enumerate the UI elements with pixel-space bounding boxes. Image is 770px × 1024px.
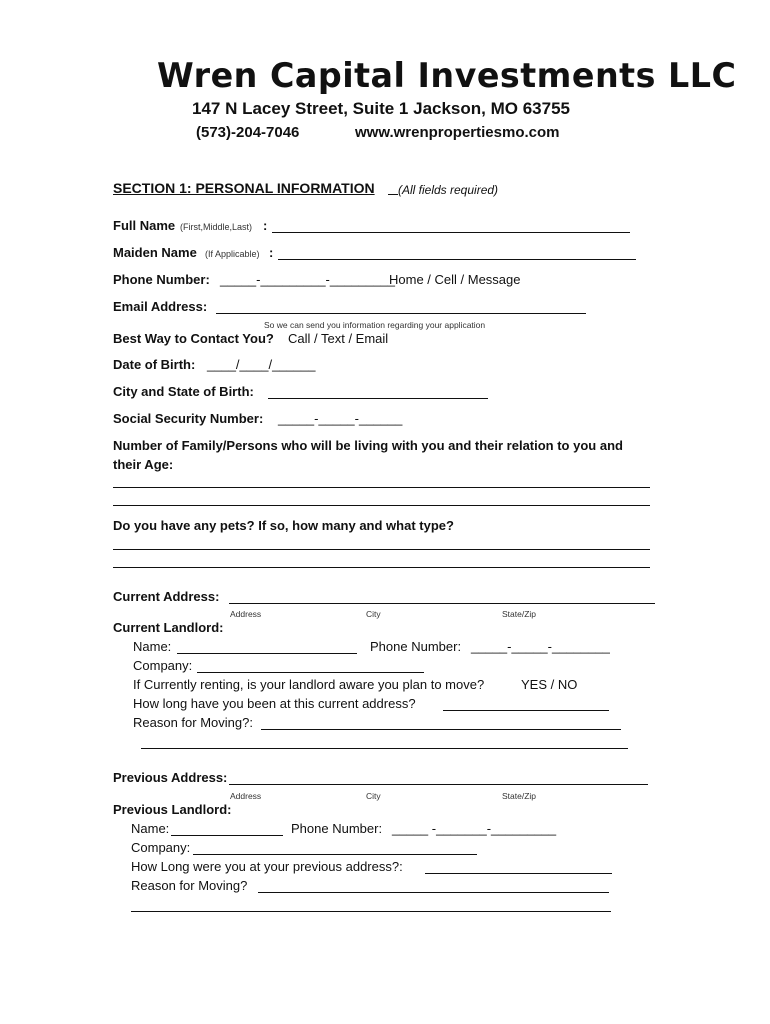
pets-field-line-1[interactable] [113, 549, 650, 550]
ssn-label: Social Security Number: [113, 411, 264, 426]
previous-reason-label: Reason for Moving? [131, 878, 248, 893]
current-landlord-phone-label: Phone Number: [370, 639, 462, 654]
ssn-field[interactable]: _____-_____-______ [278, 411, 403, 426]
family-field-line-1[interactable] [113, 487, 650, 488]
section-title: SECTION 1: PERSONAL INFORMATION [113, 180, 375, 196]
maiden-name-field[interactable] [278, 259, 636, 260]
current-landlord-company-field[interactable] [197, 672, 424, 673]
current-address-label: Current Address: [113, 589, 220, 604]
previous-address-sub-city: City [366, 791, 381, 801]
email-hint: So we can send you information regarding your application [264, 320, 486, 330]
section-title-underline-ext [388, 194, 398, 195]
full-name-colon: : [263, 218, 268, 233]
previous-landlord-phone-field[interactable]: _____ -_______-_________ [392, 821, 557, 836]
company-title: Wren Capital Investments LLC [157, 56, 737, 96]
current-landlord-name-field[interactable] [177, 653, 357, 654]
previous-landlord-phone-label: Phone Number: [291, 821, 383, 836]
previous-address-sub-state: State/Zip [502, 791, 537, 801]
best-way-label: Best Way to Contact You? [113, 331, 274, 346]
maiden-name-colon: : [269, 245, 274, 260]
current-landlord-aware-options[interactable]: YES / NO [521, 677, 578, 692]
dob-label: Date of Birth: [113, 357, 196, 372]
current-landlord-company-label: Company: [133, 658, 193, 673]
company-website: www.wrenpropertiesmo.com [355, 124, 560, 141]
previous-landlord-company-label: Company: [131, 840, 191, 855]
previous-landlord-label: Previous Landlord: [113, 802, 232, 817]
current-address-field[interactable] [229, 603, 655, 604]
previous-address-sub-address: Address [230, 791, 262, 801]
full-name-label: Full Name [113, 218, 176, 233]
current-reason-field-2[interactable] [141, 748, 628, 749]
current-reason-field[interactable] [261, 729, 621, 730]
previous-reason-field[interactable] [258, 892, 609, 893]
previous-how-long-label: How Long were you at your previous address?: [131, 859, 403, 874]
company-address: 147 N Lacey Street, Suite 1 Jackson, MO 63755 [192, 99, 570, 118]
current-address-sub-city: City [366, 609, 381, 619]
family-label: Number of Family/Persons who will be living with you and their relation to you and [113, 438, 623, 453]
phone-type-options[interactable]: Home / Cell / Message [389, 272, 521, 287]
current-landlord-label: Current Landlord: [113, 620, 224, 635]
previous-address-field[interactable] [229, 784, 648, 785]
dob-field[interactable]: ____/____/______ [207, 357, 316, 372]
current-reason-label: Reason for Moving?: [133, 715, 253, 730]
birthplace-field[interactable] [268, 398, 488, 399]
current-landlord-phone-field[interactable]: _____-_____-________ [471, 639, 610, 654]
previous-landlord-name-field[interactable] [171, 835, 283, 836]
family-field-line-2[interactable] [113, 505, 650, 506]
current-address-sub-address: Address [230, 609, 262, 619]
maiden-name-label: Maiden Name [113, 245, 197, 260]
section-note: (All fields required) [398, 183, 499, 197]
previous-landlord-name-label: Name: [131, 821, 170, 836]
phone-label: Phone Number: [113, 272, 210, 287]
current-landlord-name-label: Name: [133, 639, 172, 654]
previous-how-long-field[interactable] [425, 873, 612, 874]
company-phone: (573)-204-7046 [196, 124, 300, 141]
current-how-long-label: How long have you been at this current address? [133, 696, 416, 711]
previous-reason-field-2[interactable] [131, 911, 611, 912]
maiden-name-hint: (If Applicable) [205, 249, 260, 259]
pets-field-line-2[interactable] [113, 567, 650, 568]
current-landlord-aware-question: If Currently renting, is your landlord aware you plan to move? [133, 677, 485, 692]
phone-field[interactable]: _____-_________-_________ [220, 272, 395, 287]
pets-label: Do you have any pets? If so, how many and what type? [113, 518, 454, 533]
email-field[interactable] [216, 313, 586, 314]
full-name-field[interactable] [272, 232, 630, 233]
current-how-long-field[interactable] [443, 710, 609, 711]
family-label-cont: their Age: [113, 457, 174, 472]
previous-landlord-company-field[interactable] [193, 854, 477, 855]
current-address-sub-state: State/Zip [502, 609, 537, 619]
best-way-options[interactable]: Call / Text / Email [288, 331, 389, 346]
previous-address-label: Previous Address: [113, 770, 228, 785]
email-label: Email Address: [113, 299, 208, 314]
birthplace-label: City and State of Birth: [113, 384, 254, 399]
full-name-hint: (First,Middle,Last) [180, 222, 253, 232]
